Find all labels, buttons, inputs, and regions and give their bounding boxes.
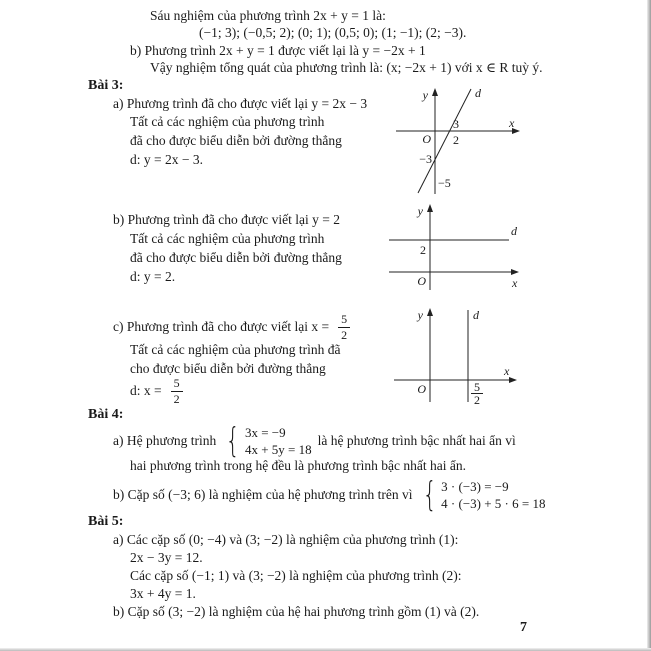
line-d-label: d (473, 308, 479, 322)
y-axis-arrow-icon (432, 88, 438, 96)
bai3-a-head: a) Phương trình đã cho được viết lại y = 2x − 3 (113, 96, 368, 111)
bai3-a-line3: d: y = 2x − 3. (130, 152, 203, 167)
bai3-b-line1: Tất cả các nghiệm của phương trình (130, 231, 325, 246)
fraction-5-2 (171, 377, 183, 405)
bai3-b-line3: d: y = 2. (130, 269, 176, 284)
fraction-numerator: 5 (171, 377, 183, 392)
bai4-title: Bài 4: (88, 407, 124, 422)
y-axis-label: y (417, 308, 423, 322)
bai4-b-row (113, 475, 546, 515)
fraction-denominator: 2 (173, 391, 180, 406)
graph-line-y-equals-2 (383, 202, 525, 292)
bai4-a-post: là hệ phương trình bậc nhất hai ẩn vì (317, 433, 516, 448)
x-axis-arrow-icon (509, 377, 517, 383)
bai5-title: Bài 5: (88, 514, 124, 529)
bai4-a-row (113, 421, 516, 461)
equation-system (222, 421, 312, 461)
intro-solution-list: (−1; 3); (−0,5; 2); (0; 1); (0,5; 0); (1; −1); (2; −3). (199, 25, 467, 40)
line-d-label: d (511, 224, 517, 238)
y-axis-label: y (422, 88, 428, 102)
x-axis-label: x (504, 364, 510, 378)
bai4-a-pre: a) Hệ phương trình (113, 433, 217, 448)
x-axis-label: x (509, 116, 515, 130)
y-value-label: 2 (420, 243, 426, 257)
system-equations (245, 424, 312, 458)
system-brace: { (226, 421, 241, 461)
graph-line-x-equals-5-2 (388, 306, 522, 406)
fraction-denominator: 2 (341, 327, 348, 342)
intro-general-solution: Vậy nghiệm tổng quát của phương trình là: (x; −2x + 1) với x ∈ R tuỳ ý. (150, 60, 543, 75)
system-brace: { (422, 475, 437, 515)
origin-label: O (417, 382, 426, 396)
bai3-a-line1: Tất cả các nghiệm của phương trình (130, 114, 325, 129)
bai5-a-line3: Các cặp số (−1; 1) và (3; −2) là nghiệm của phương trình (2): (130, 568, 462, 583)
bai3-c-line3-text: d: x = (130, 383, 162, 399)
system-eq-1: 3 · (−3) = −9 (441, 479, 509, 494)
bai5-b-line: b) Cặp số (3; −2) là nghiệm của hệ hai phương trình gồm (1) và (2). (113, 604, 480, 619)
bai5-a-line1: a) Các cặp số (0; −4) và (3; −2) là nghiệm của phương trình (1): (113, 532, 459, 547)
origin-label: O (422, 132, 431, 146)
x-axis-arrow-icon (511, 269, 519, 275)
bai5-a-line2: 2x − 3y = 12. (130, 550, 203, 565)
x-axis-label: x (512, 276, 518, 290)
intro-item-b: b) Phương trình 2x + y = 1 được viết lại là y = −2x + 1 (130, 43, 426, 58)
x-intercept-numerator: 3 (453, 117, 459, 131)
system-equations (441, 478, 545, 512)
fraction-numerator: 5 (338, 313, 350, 328)
bai3-a-line2: đã cho được biểu diễn bởi đường thẳng (130, 133, 342, 148)
bai3-c-line2: cho được biểu diễn bởi đường thẳng (130, 361, 326, 376)
bai4-a-line2: hai phương trình trong hệ đều là phương trình bậc nhất hai ẩn. (130, 458, 466, 473)
y-axis-arrow-icon (427, 204, 433, 212)
line-d-label: d (475, 86, 481, 100)
bai3-c-head-text: c) Phương trình đã cho được viết lại x = (113, 319, 330, 335)
bai3-title: Bài 3: (88, 78, 124, 93)
x-value-denominator: 2 (474, 393, 480, 406)
y-axis-label: y (417, 204, 423, 218)
y-intercept-label: −3 (419, 152, 432, 166)
system-eq-1: 3x = −9 (244, 425, 286, 440)
bai3-b-line2: đã cho được biểu diễn bởi đường thẳng (130, 250, 342, 265)
y-axis-arrow-icon (427, 308, 433, 316)
origin-label: O (417, 274, 426, 288)
bai3-c-line3 (130, 377, 186, 405)
intro-line-1: Sáu nghiệm của phương trình 2x + y = 1 là: (150, 8, 386, 23)
x-value-numerator: 5 (474, 380, 480, 394)
bai3-c-line1: Tất cả các nghiệm của phương trình đã (130, 342, 341, 357)
fraction-5-2 (338, 313, 350, 341)
axis-tick-label: −5 (438, 176, 451, 190)
page-scan-edge-right (647, 0, 651, 651)
system-eq-2: 4 · (−3) + 5 · 6 = 18 (441, 496, 546, 511)
page-number: 7 (520, 620, 527, 635)
system-eq-2: 4x + 5y = 18 (244, 442, 312, 457)
graph-line-y-2x-minus-3 (388, 86, 523, 198)
equation-system (419, 475, 546, 515)
bai5-a-line4: 3x + 4y = 1. (130, 586, 196, 601)
bai3-b-head: b) Phương trình đã cho được viết lại y = 2 (113, 212, 340, 227)
bai4-b-pre: b) Cặp số (−3; 6) là nghiệm của hệ phương trình trên vì (113, 487, 413, 502)
bai3-c-head (113, 313, 353, 341)
x-intercept-denominator: 2 (453, 133, 459, 147)
